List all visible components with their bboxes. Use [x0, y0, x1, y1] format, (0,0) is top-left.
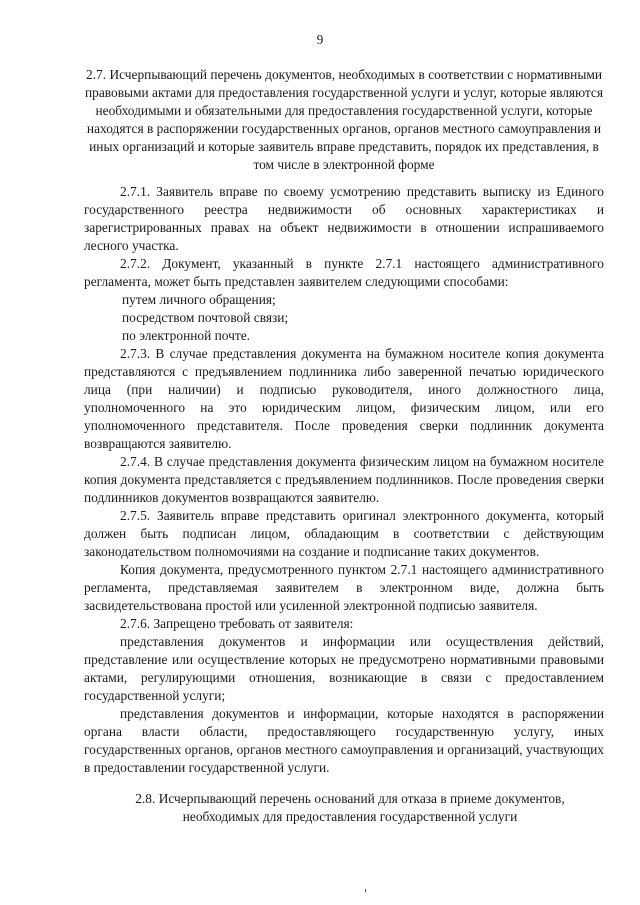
paragraph-2-7-6: 2.7.6. Запрещено требовать от заявителя: [120, 616, 354, 631]
page-number: 9 [316, 32, 324, 47]
section-2-8-heading: 2.8. Исчерпывающий перечень оснований для отказа в приеме документов, необходимых для предоставления государственной услуги [135, 791, 565, 824]
paragraph-2-7-5: 2.7.5. Заявитель вправе представить оригинал электронного документа, который должен быть подписан лицом, обладающим в соответствии с действующим законодательством полномочиями на создание и подписание таких документов. [84, 508, 604, 559]
list-item-way-1: путем личного обращения; [122, 292, 276, 307]
paragraph-2-7-4: 2.7.4. В случае представления документа физическим лицом на бумажном носителе копия документа представляется с предъявлением подлинников. После проведения сверки подлинников документов возвращаются заявителю. [84, 454, 604, 505]
list-item-way-3: по электронной почте. [122, 328, 251, 343]
scan-mark [365, 889, 366, 892]
list-item-way-2: посредством почтовой связи; [122, 310, 289, 325]
section-2-7-body [84, 183, 604, 777]
paragraph-2-7-6-b: представления документов и информации, которые находятся в распоряжении органа власти области, предоставляющего государственную услугу, иных государственных органов, органов местного самоуправления и организаций, участвующих в предоставлении государственной услуги. [84, 706, 604, 775]
paragraph-2-7-2: 2.7.2. Документ, указанный в пункте 2.7.1 настоящего административного регламента, может быть представлен заявителем следующими способами: [84, 256, 604, 289]
section-2-7-heading: 2.7. Исчерпывающий перечень документов, необходимых в соответствии с нормативными правовыми актами для предоставления государственной услуги и услуг, которые являются необходимыми и обязательными для предоставления государственной услуги, которые находятся в распоряжении государственных органов, органов местного самоуправления и иных организаций и которые заявитель вправе представить, порядок их представления, в том числе в электронной форме [84, 67, 604, 172]
paragraph-2-7-6-a: представления документов и информации или осуществления действий, представление или осуществление которых не предусмотрено нормативными правовыми актами, регулирующими отношения, возникающие в связи с предоставлением государственной услуги; [84, 634, 604, 703]
paragraph-2-7-3: 2.7.3. В случае представления документа на бумажном носителе копия документа представляются с предъявлением подлинника либо заверенной печатью юридического лица (при наличии) и подписью руководителя, иного должностного лица, уполномоченного на это юридическим лицом, физическим лицом, или его уполномоченного представителя. После проведения сверки подлинник документа возвращаются заявителю. [84, 346, 604, 451]
paragraph-2-7-5-copy: Копия документа, предусмотренного пунктом 2.7.1 настоящего административного регламента, представляемая заявителем в электронном виде, должна быть засвидетельствована простой или усиленной электронной подписью заявителя. [84, 562, 604, 613]
paragraph-2-7-1: 2.7.1. Заявитель вправе по своему усмотрению представить выписку из Единого государственного реестра недвижимости об основных характеристиках и зарегистрированных правах на объект недвижимости в отношении испрашиваемого лесного участка. [84, 184, 604, 253]
